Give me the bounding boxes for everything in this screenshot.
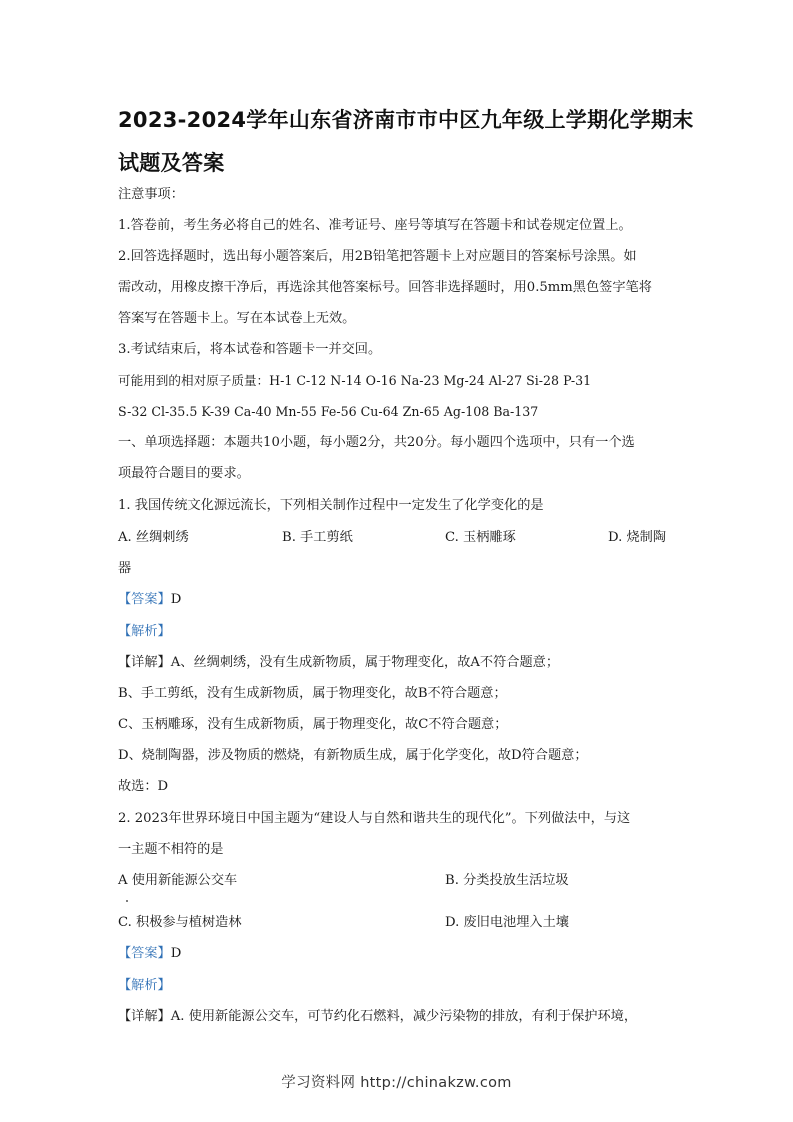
atomic-mass-line2: S-32 Cl-35.5 K-39 Ca-40 Mn-55 Fe-56 Cu-64 Zn-65 Ag-108 Ba-137	[118, 404, 539, 419]
q1-analysis-tag: 【解析】	[118, 624, 171, 639]
note-2-line1: 2.回答选择题时，选出每小题答案后，用2B铅笔把答题卡上对应题目的答案标号涂黑。如	[118, 249, 637, 264]
detail-text: A、丝绸刺绣，没有生成新物质，属于物理变化，故A不符合题意；	[170, 655, 560, 670]
q1-option-d: D. 烧制陶	[608, 530, 667, 545]
document-title-line2: 试题及答案	[118, 151, 225, 175]
stray-dot	[126, 900, 128, 902]
q1-option-d-wrap: 器	[118, 561, 132, 576]
q2-option-b: B. 分类投放生活垃圾	[445, 873, 569, 888]
q1-choose: 故选：D	[118, 779, 169, 794]
detail-text: A. 使用新能源公交车，可节约化石燃料，减少污染物的排放，有利于保护环境，	[170, 1009, 638, 1024]
footer-link[interactable]: 学习资料网 http://chinakzw.com	[281, 1075, 512, 1091]
q2-option-c: C. 积极参与植树造林	[118, 915, 242, 930]
section-1-line2: 项最符合题目的要求。	[118, 466, 250, 481]
footer-watermark	[0, 1071, 793, 1092]
q2-answer	[118, 945, 683, 963]
atomic-mass-line1: 可能用到的相对原子质量：H-1 C-12 N-14 O-16 Na-23 Mg-24 Al-27 Si-28 P-31	[118, 373, 592, 388]
answer-value: D	[170, 946, 182, 961]
q1-detail-a	[118, 654, 683, 672]
note-2-line3: 答案写在答题卡上。写在本试卷上无效。	[118, 311, 356, 326]
q1-option-c: C. 玉柄雕琢	[445, 530, 516, 545]
q2-option-a: A 使用新能源公交车	[118, 873, 238, 888]
q1-detail-d: D、烧制陶器，涉及物质的燃烧，有新物质生成，属于化学变化，故D符合题意；	[118, 748, 588, 763]
q2-detail-a	[118, 1008, 683, 1026]
answer-tag: 【答案】	[118, 946, 171, 961]
document-title-line1: 2023-2024学年山东省济南市市中区九年级上学期化学期末	[118, 108, 694, 132]
answer-tag: 【答案】	[118, 592, 171, 607]
q1-detail-c: C、玉柄雕琢，没有生成新物质，属于物理变化，故C不符合题意；	[118, 717, 508, 732]
q2-stem-line1: 2. 2023年世界环境日中国主题为“建设人与自然和谐共生的现代化”。下列做法中，与这	[118, 811, 631, 826]
q1-option-a: A. 丝绸刺绣	[118, 530, 189, 545]
q2-option-d: D. 废旧电池埋入土壤	[445, 915, 569, 930]
note-3: 3.考试结束后，将本试卷和答题卡一并交回。	[118, 342, 382, 357]
section-1-line1: 一、单项选择题：本题共10小题，每小题2分，共20分。每小题四个选项中，只有一个选	[118, 435, 635, 450]
q2-stem-line2: 一主题不相符的是	[118, 842, 224, 857]
q1-option-b: B. 手工剪纸	[282, 530, 353, 545]
answer-value: D	[170, 592, 182, 607]
q2-analysis-tag: 【解析】	[118, 978, 171, 993]
note-2-line2: 需改动，用橡皮擦干净后，再选涂其他答案标号。回答非选择题时，用0.5mm黑色签字笔将	[118, 280, 652, 295]
q1-detail-b: B、手工剪纸，没有生成新物质，属于物理变化，故B不符合题意；	[118, 686, 507, 701]
detail-tag: 【详解】	[118, 655, 171, 670]
notes-heading: 注意事项：	[118, 187, 184, 202]
detail-tag: 【详解】	[118, 1009, 171, 1024]
q1-answer	[118, 591, 683, 609]
note-1: 1.答卷前，考生务必将自己的姓名、准考证号、座号等填写在答题卡和试卷规定位置上。	[118, 218, 632, 233]
q1-stem: 1. 我国传统文化源远流长，下列相关制作过程中一定发生了化学变化的是	[118, 498, 544, 513]
